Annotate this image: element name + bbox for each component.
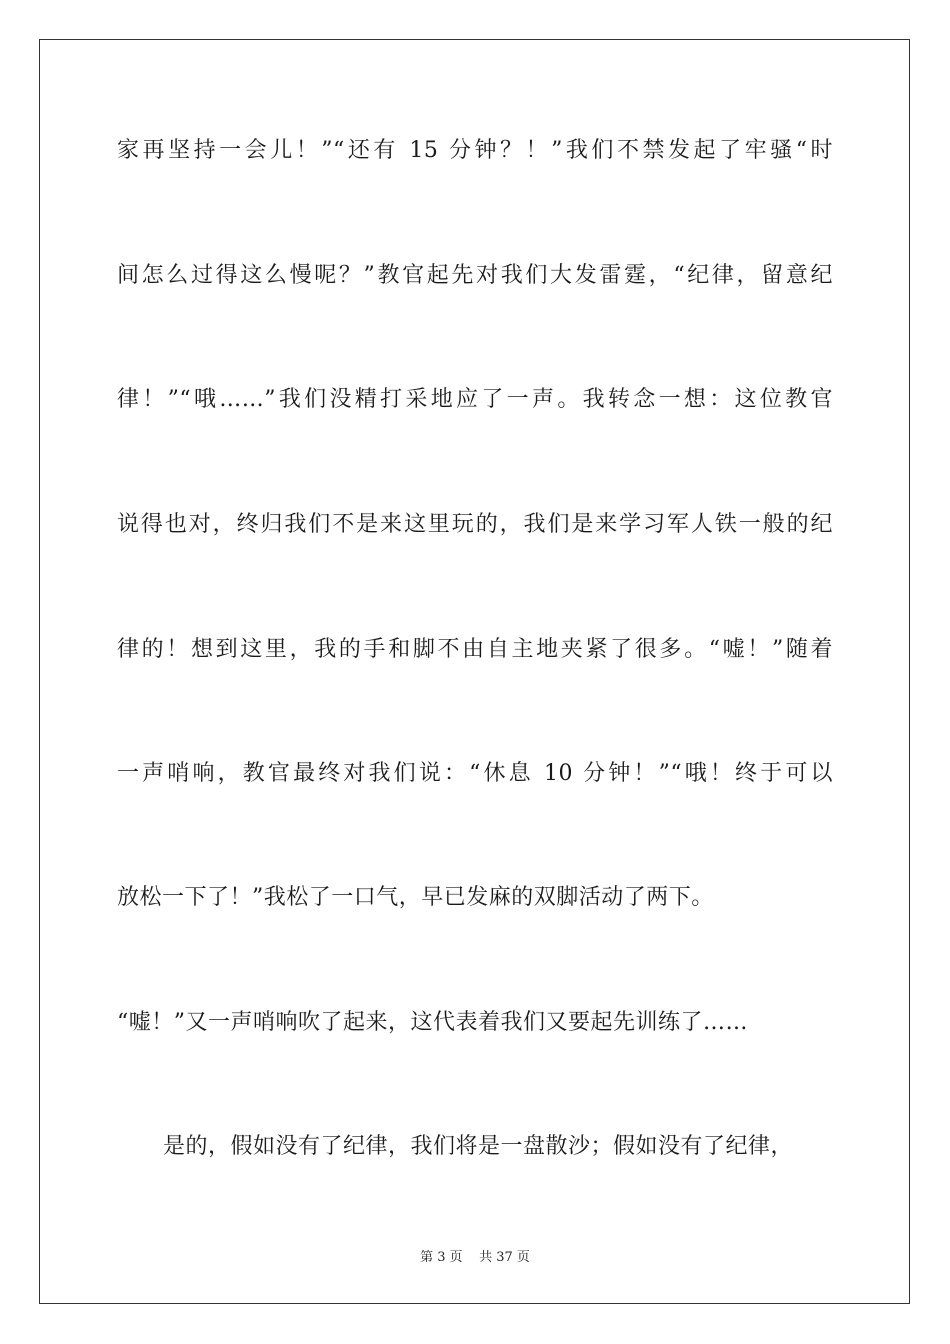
body-line-6: 一声哨响，教官最终对我们说：“休息 10 分钟！”“哦！终于可以 — [117, 761, 833, 786]
body-line-5: 律的！想到这里，我的手和脚不由自主地夹紧了很多。“嘘！”随着 — [117, 637, 833, 662]
body-line-7: 放松一下了！”我松了一口气，早已发麻的双脚活动了两下。 — [117, 885, 714, 910]
body-line-9: 是的，假如没有了纪律，我们将是一盘散沙；假如没有了纪律， — [163, 1134, 794, 1159]
body-line-4: 说得也对，终归我们不是来这里玩的，我们是来学习军人铁一般的纪 — [117, 512, 833, 537]
body-line-1: 家再坚持一会儿！”“还有 15 分钟？！”我们不禁发起了牢骚“时 — [117, 138, 833, 163]
body-line-2: 间怎么过得这么慢呢？”教官起先对我们大发雷霆，“纪律，留意纪 — [117, 263, 833, 288]
body-line-8: “嘘！”又一声哨响吹了起来，这代表着我们又要起先训练了…… — [117, 1010, 748, 1035]
body-line-3: 律！”“哦……”我们没精打采地应了一声。我转念一想：这位教官 — [117, 387, 833, 412]
page-border — [39, 39, 910, 1304]
page-number-footer: 第 3 页 共 37 页 — [420, 1250, 530, 1265]
